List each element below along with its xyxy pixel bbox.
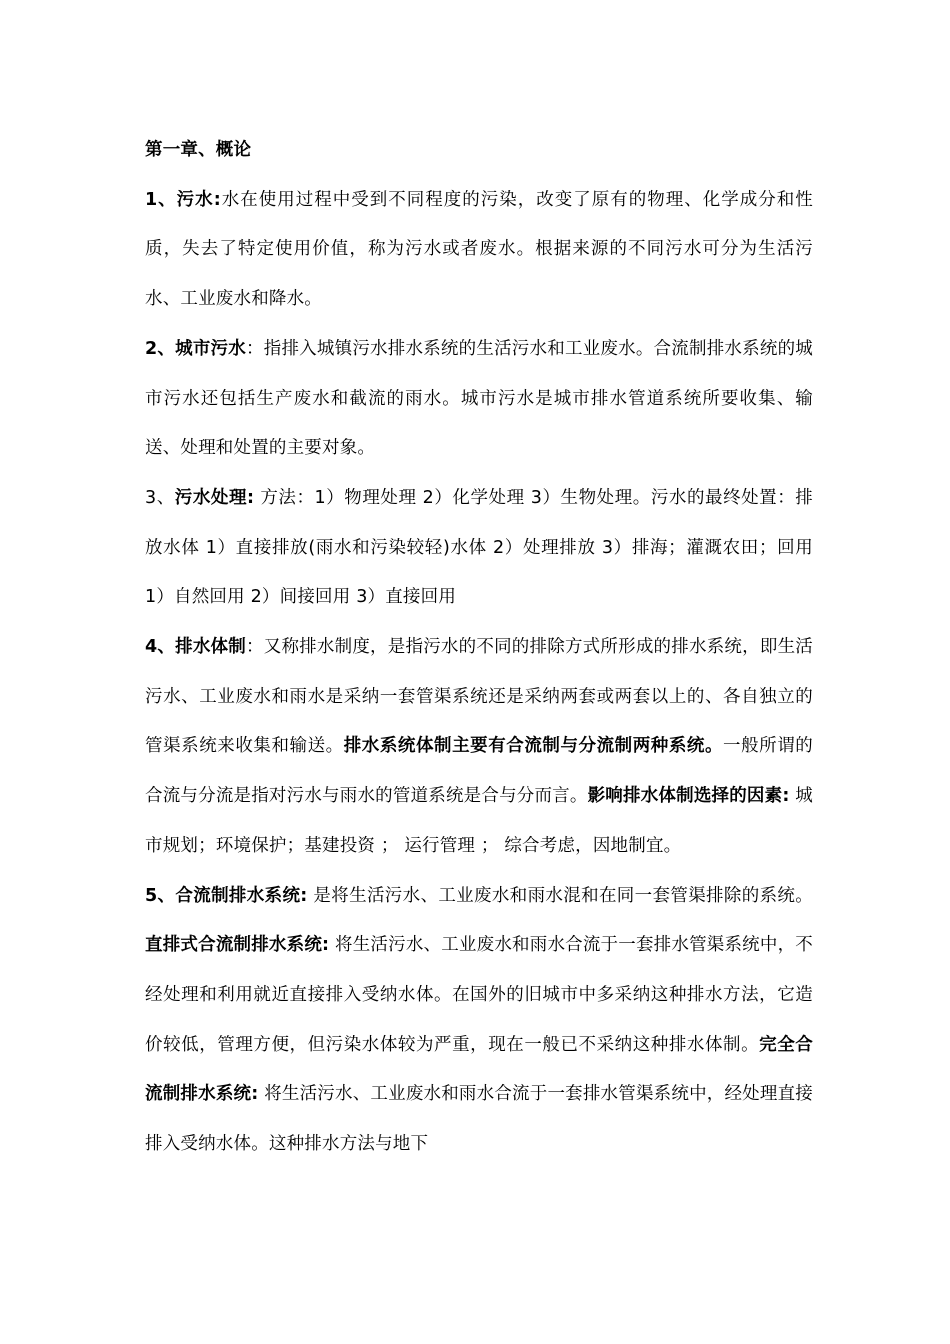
body-text: 将生活污水、工业废水和雨水合流于一套排水管渠系统中，不经处理和利用就近直接排入受纳水体。在国外的旧城市中多采纳这种排水方法，它造价较低，管理方便，但污染水体较为严重，现在一般已不采纳这种排水体制。 xyxy=(145,935,813,1055)
section-paragraph-3 xyxy=(145,474,813,623)
body-text: ：指排入城镇污水排水系统的生活污水和工业废水。合流制排水系统的城市污水还包括生产废水和截流的雨水。城市污水是城市排水管道系统所要收集、输送、处理和处置的主要对象。 xyxy=(145,338,813,459)
bold-text: 5、合流制排水系统: xyxy=(145,885,308,906)
body-text: 将生活污水、工业废水和雨水合流于一套排水管渠系统中，经处理直接排入受纳水体。这种排水方法与地下 xyxy=(145,1084,813,1155)
bold-text: 影响排水体制选择的因素: xyxy=(587,786,790,807)
body-text: 是将生活污水、工业废水和雨水混和在同一套管渠排除的系统。 xyxy=(307,885,813,906)
chapter-title: 第一章、概论 xyxy=(145,140,252,160)
section-paragraph-4 xyxy=(145,623,813,872)
bold-text: 排水系统体制主要有合流制与分流制两种系统。 xyxy=(343,736,724,757)
body-text: ：又称排水制度，是指污水的不同的排除方式所形成的排水系统，即生活污水、工业废水和雨水是采纳一套管渠系统还是采纳两套或两套以上的、各自独立的管渠系统来收集和输送。 xyxy=(145,637,813,757)
section-paragraph-2 xyxy=(145,325,813,474)
body-text: 一般所谓的合流与分流是指对污水与雨水的管道系统是合与分而言。 xyxy=(145,736,814,807)
bold-text: 污水处理: xyxy=(174,487,255,508)
body-text: 3、 xyxy=(145,487,175,508)
body-text: 水在使用过程中受到不同程度的污染，改变了原有的物理、化学成分和性质，失去了特定使用价值，称为污水或者废水。根据来源的不同污水可分为生活污水、工业废水和降水。 xyxy=(145,189,813,310)
document-body xyxy=(145,126,813,1170)
bold-text: 完全合流制排水系统: xyxy=(145,1034,813,1105)
body-text: 方法：1）物理处理 2）化学处理 3）生物处理。污水的最终处置：排放水体 1）直接排放(雨水和污染较轻)水体 2）处理排放 3）排海；灌溉农田；回用 1）自然回用 2）间接回用 3）直接回用 xyxy=(145,487,814,608)
bold-text: 2、城市污水 xyxy=(145,338,246,359)
body-text: 城市规划；环境保护；基建投资 ； 运行管理 ； 综合考虑，因地制宜。 xyxy=(145,786,813,856)
bold-text: 直排式合流制排水系统: xyxy=(145,935,330,956)
bold-text: 4、排水体制 xyxy=(145,637,246,658)
sections-container xyxy=(145,176,813,1170)
bold-text: 1、污水: xyxy=(145,189,221,210)
section-paragraph-5 xyxy=(145,872,813,1170)
section-paragraph-1 xyxy=(145,176,813,325)
